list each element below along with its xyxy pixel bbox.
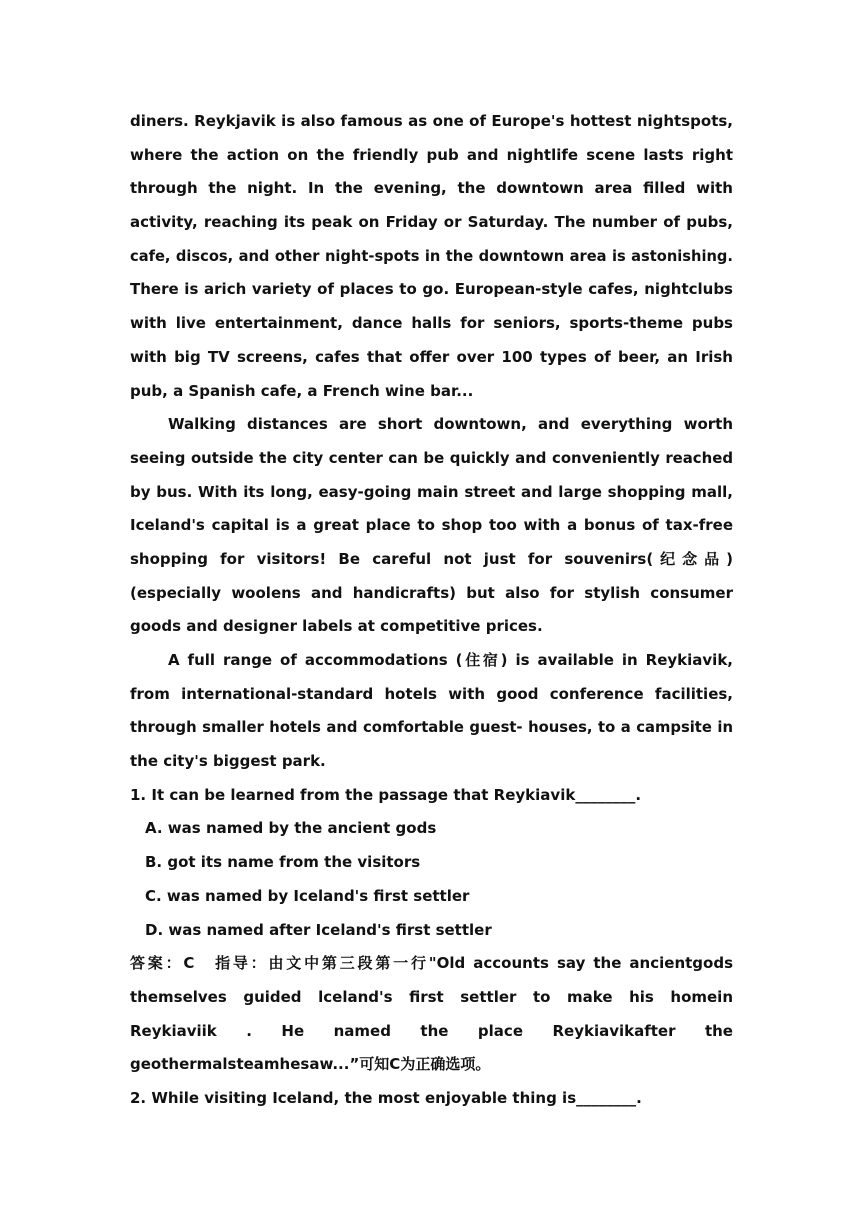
question-1-option-a: A. was named by the ancient gods xyxy=(145,819,437,838)
passage-line: where the action on the friendly pub and nightlife scene lasts right xyxy=(130,145,733,164)
question-1-option-d: D. was named after Iceland's first settler xyxy=(145,920,492,939)
question-2-stem: 2. While visiting Iceland, the most enjoyable thing is________. xyxy=(130,1088,642,1107)
passage-line: with live entertainment, dance halls for seniors, sports-theme pubs xyxy=(130,314,733,333)
passage-line: Walking distances are short downtown, and everything worth xyxy=(168,415,733,434)
passage-line: A full range of accommodations (住宿) is available in Reykiavik, xyxy=(168,651,733,669)
question-1-answer-line: themselves guided lceland's first settler to make his homein xyxy=(130,987,733,1006)
document-page xyxy=(130,105,733,1116)
passage-line: shopping for visitors! Be careful not just for souvenirs(纪念品) xyxy=(130,549,733,568)
passage-line: with big TV screens, cafes that offer over 100 types of beer, an Irish xyxy=(130,347,733,366)
passage-line: from international-standard hotels with good conference facilities, xyxy=(130,684,733,703)
question-1-option-b: B. got its name from the visitors xyxy=(145,853,421,872)
passage-line: There is arich variety of places to go. European-style cafes, nightclubs xyxy=(130,280,733,299)
question-1-answer-line: Reykiaviik . He named the place Reykiavikafter the xyxy=(130,1021,733,1040)
passage-line: through the night. In the evening, the downtown area filled with xyxy=(130,179,733,198)
question-1-option-c: C. was named by Iceland's first settler xyxy=(145,886,470,905)
passage-line: goods and designer labels at competitive prices. xyxy=(130,617,543,636)
passage-line: Iceland's capital is a great place to shop too with a bonus of tax-free xyxy=(130,516,733,535)
question-1-answer-line: geothermalsteamhesaw...”可知C为正确选项。 xyxy=(130,1055,491,1074)
passage-line: diners. Reykjavik is also famous as one of Europe's hottest nightspots, xyxy=(130,112,733,130)
passage-line: cafe, discos, and other night-spots in the downtown area is astonishing. xyxy=(130,247,733,265)
passage-line: seeing outside the city center can be quickly and conveniently reached xyxy=(130,448,733,467)
passage-line: through smaller hotels and comfortable guest- houses, to a campsite in xyxy=(130,719,733,737)
passage-line: the city's biggest park. xyxy=(130,752,326,771)
passage-line: pub, a Spanish cafe, a French wine bar... xyxy=(130,381,474,400)
question-1-answer-line: 答案：C 指导：由文中第三段第一行"Old accounts say the ancientgods xyxy=(130,954,733,973)
passage-line: by bus. With its long, easy-going main street and large shopping mall, xyxy=(130,482,733,501)
question-1-stem: 1. It can be learned from the passage that Reykiavik________. xyxy=(130,785,642,804)
passage-line: (especially woolens and handicrafts) but also for stylish consumer xyxy=(130,583,733,602)
passage-line: activity, reaching its peak on Friday or Saturday. The number of pubs, xyxy=(130,213,733,232)
